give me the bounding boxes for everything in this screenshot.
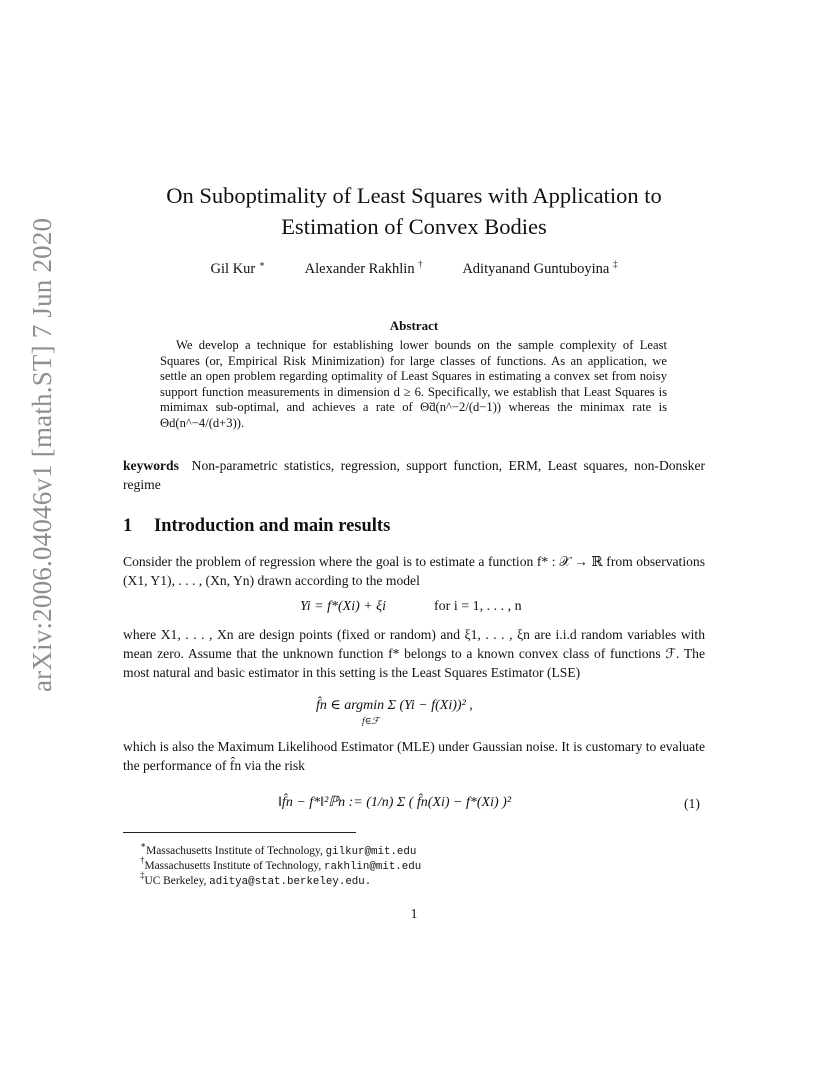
keywords (123, 456, 705, 494)
section-number: 1 (123, 516, 133, 536)
footnote-2-email[interactable]: rakhlin@mit.edu (324, 861, 422, 873)
paragraph-3: which is also the Maximum Likelihood Estimator (MLE) under Gaussian noise. It is customary to evaluate the performance of f̂n via the risk (123, 739, 705, 773)
equation-number: (1) (684, 796, 700, 811)
footnote-3: ‡UC Berkeley, aditya@stat.berkeley.edu. (140, 870, 372, 888)
equation-model: Yi = f*(Xi) + ξi (300, 599, 387, 614)
footnote-2: †Massachusetts Institute of Technology, rakhlin@mit.edu (140, 855, 422, 873)
paragraph-2: where X1, . . . , Xn are design points (fixed or random) and ξ1, . . . , ξn are i.i.d random variables with mean zero. Assume that the unknown function f* belongs to a known convex class of functions ℱ. The most natural and basic estimator in this setting is the Least Squares Estimator (LSE) (123, 627, 705, 680)
title-line-2: Estimation of Convex Bodies (281, 214, 547, 239)
section-heading (123, 516, 390, 537)
equation-lse-subscript: f∈ℱ (362, 717, 380, 727)
paper-title (120, 180, 708, 242)
equation-risk: ‖f̂n − f*‖²ℙn := (1/n) Σ ( f̂n(Xi) − f*(Xi) )² (278, 795, 512, 810)
author-1: Gil Kur ∗ (210, 259, 266, 277)
arxiv-identifier: arXiv:2006.04046v1 [math.ST] 7 Jun 2020 (27, 217, 57, 692)
abstract-text: We develop a technique for establishing lower bounds on the sample complexity of Least Squares (or, Empirical Risk Minimization) for large classes of functions. As an application, we settle an open problem regarding optimality of Least Squares in estimating a convex set from noisy support function measurements in dimension d ≥ 6. Specifically, we establish that Least Squares is mimimax sub-optimal, and achieves a rate of Θ̃d(n^−2/(d−1)) whereas the minimax rate is Θd(n^−4/(d+3)). (160, 338, 667, 430)
footnote-3-email[interactable]: aditya@stat.berkeley.edu. (209, 876, 372, 888)
footnote-1-email[interactable]: gilkur@mit.edu (325, 846, 417, 858)
equation-lse: f̂n ∈ argmin Σ (Yi − f(Xi))² , (316, 698, 473, 713)
footnote-rule (123, 832, 356, 833)
equation-model-condition: for i = 1, . . . , n (434, 599, 522, 614)
abstract-heading: Abstract (389, 318, 439, 333)
footnote-1: ∗Massachusetts Institute of Technology, gilkur@mit.edu (140, 840, 417, 858)
author-3: Adityanand Guntuboyina ‡ (462, 259, 618, 277)
section-title: Introduction and main results (154, 516, 391, 536)
title-line-1: On Suboptimality of Least Squares with Application to (166, 183, 662, 208)
author-list (120, 259, 708, 278)
page-number: 1 (410, 906, 418, 921)
keywords-text: Non-parametric statistics, regression, support function, ERM, Least squares, non-Donsker regime (123, 458, 706, 492)
paragraph-1: Consider the problem of regression where the goal is to estimate a function f* : 𝒳 → ℝ from observations (X1, Y1), . . . , (Xn, Yn) drawn according to the model (123, 554, 705, 588)
keywords-label: keywords (123, 458, 179, 473)
author-2: Alexander Rakhlin † (304, 259, 423, 277)
